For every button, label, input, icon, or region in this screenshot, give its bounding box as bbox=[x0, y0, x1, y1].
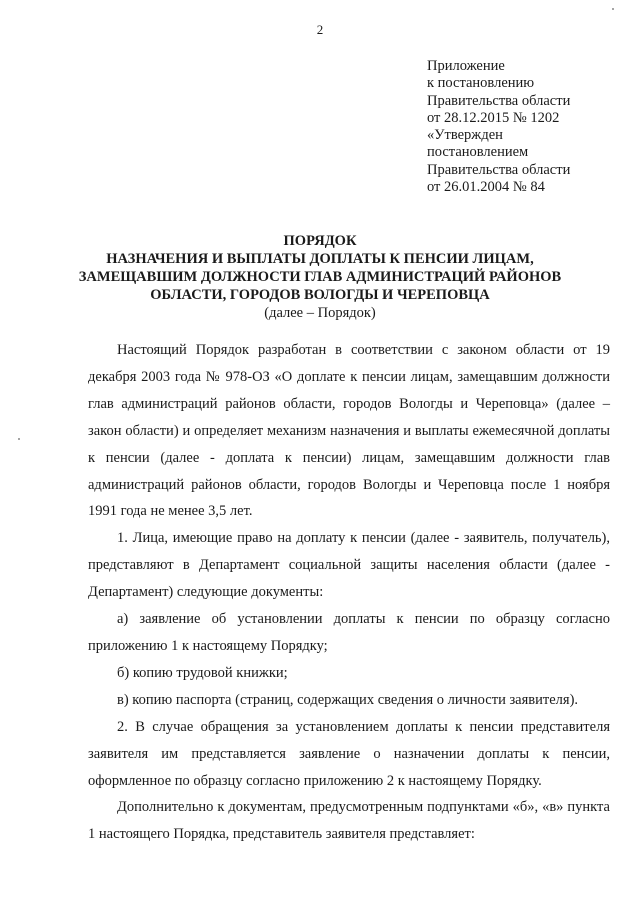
document-body bbox=[88, 337, 610, 848]
scan-speck bbox=[612, 8, 614, 10]
title-line: ЗАМЕЩАВШИМ ДОЛЖНОСТИ ГЛАВ АДМИНИСТРАЦИЙ РАЙОНОВ bbox=[78, 269, 562, 285]
body-paragraph: Настоящий Порядок разработан в соответствии с законом области от 19 декабря 2003 года № 978-ОЗ «О доплате к пенсии лицам, замещавшим должности глав администраций районов области, городов Вологды и Череповца» (далее – закон области) и определяет механизм назначения и выплаты ежемесячной доплаты к пенсии (далее - доплата к пенсии) лицам, замещавшим должности глав администраций районов области, городов Вологды и Череповца после 1 ноября 1991 года не менее 3,5 лет. bbox=[88, 342, 610, 520]
page-number: 2 bbox=[316, 22, 324, 37]
title-line: ОБЛАСТИ, ГОРОДОВ ВОЛОГДЫ И ЧЕРЕПОВЦА bbox=[150, 287, 490, 303]
body-paragraph: Дополнительно к документам, предусмотренным подпунктами «б», «в» пункта 1 настоящего Порядка, представитель заявителя представляет: bbox=[88, 799, 610, 843]
body-paragraph: 1. Лица, имеющие право на доплату к пенсии (далее - заявитель, получатель), представляют в Департамент социальной защиты населения области (далее - Департамент) следующие документы: bbox=[88, 530, 610, 601]
appendix-line: к постановлению bbox=[427, 75, 535, 92]
title-subtitle: (далее – Порядок) bbox=[264, 305, 376, 321]
body-paragraph: а) заявление об установлении доплаты к пенсии по образцу согласно приложению 1 к настоящему Порядку; bbox=[88, 611, 610, 654]
appendix-line: Правительства области bbox=[427, 92, 571, 109]
title-line: НАЗНАЧЕНИЯ И ВЫПЛАТЫ ДОПЛАТЫ К ПЕНСИИ ЛИЦАМ, bbox=[106, 251, 534, 267]
body-paragraph: 2. В случае обращения за установлением доплаты к пенсии представителя заявителя им представляется заявление о назначении доплаты к пенсии, оформленное по образцу согласно приложению 2 к настоящему Порядку. bbox=[88, 718, 610, 789]
appendix-header bbox=[427, 58, 570, 196]
scan-speck bbox=[18, 438, 20, 440]
appendix-line: Правительства области bbox=[427, 161, 571, 178]
appendix-line: постановлением bbox=[427, 144, 529, 161]
appendix-line: от 26.01.2004 № 84 bbox=[427, 179, 545, 196]
body-paragraph: б) копию трудовой книжки; bbox=[117, 664, 288, 681]
document-title bbox=[60, 232, 580, 322]
appendix-line: Приложение bbox=[427, 58, 505, 74]
appendix-line: от 28.12.2015 № 1202 bbox=[427, 109, 560, 126]
appendix-line: «Утвержден bbox=[427, 127, 503, 144]
title-line: ПОРЯДОК bbox=[283, 233, 357, 249]
body-paragraph: в) копию паспорта (страниц, содержащих сведения о личности заявителя). bbox=[117, 691, 579, 708]
